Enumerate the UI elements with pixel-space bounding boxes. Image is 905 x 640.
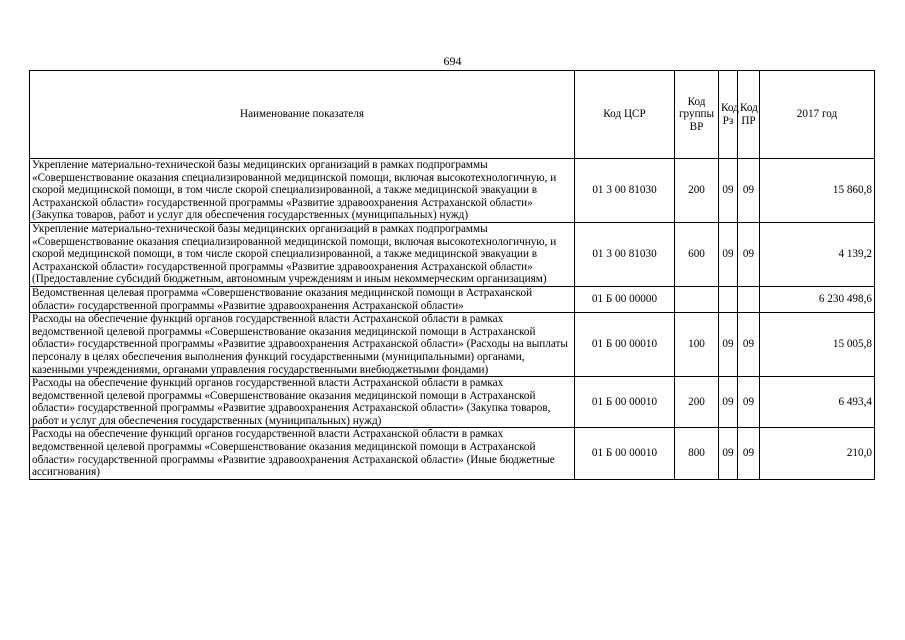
row-amount: 6 493,4 [760, 377, 875, 428]
header-vr: Код группы ВР [675, 71, 719, 159]
row-vr: 200 [675, 377, 719, 428]
row-csr: 01 3 00 81030 [575, 159, 675, 223]
row-rz: 09 [719, 377, 738, 428]
row-name: Ведомственная целевая программа «Совершенствование оказания медицинской помощи в Астраханской области» государственной программы «Развитие здравоохранения Астраханской области» [30, 286, 575, 312]
row-amount: 6 230 498,6 [760, 286, 875, 312]
table-header-row [30, 71, 875, 159]
row-vr: 100 [675, 313, 719, 377]
row-pr: 09 [738, 159, 760, 223]
row-rz [719, 286, 738, 312]
row-name: Расходы на обеспечение функций органов государственной власти Астраханской области в рамках ведомственной целевой программы «Совершенствование оказания медицинской помощи в Астраханской области» государственной программы «Развитие здравоохранения Астраханской области» (Закупка товаров, работ и услуг для обеспечения государственных (муниципальных) нужд) [30, 377, 575, 428]
header-csr: Код ЦСР [575, 71, 675, 159]
row-name: Расходы на обеспечение функций органов государственной власти Астраханской области в рамках ведомственной целевой программы «Совершенствование оказания медицинской помощи в Астраханской области» государственной программы «Развитие здравоохранения Астраханской области» (Расходы на выплаты персоналу в целях обеспечения выполнения функций государственными (муниципальными) органами, казенными учреждениями, органами управления государственными внебюджетными фондами) [30, 313, 575, 377]
row-amount: 15 860,8 [760, 159, 875, 223]
row-rz: 09 [719, 159, 738, 223]
row-name: Укрепление материально-технической базы медицинских организаций в рамках подпрограммы «Совершенствование оказания специализированной медицинской помощи, включая высокотехнологичную, и скорой медицинской помощи, в том числе скорой специализированной, а также медицинской эвакуации в Астраханской области» государственной программы «Развитие здравоохранения Астраханской области» (Предоставление субсидий бюджетным, автономным учреждениям и иным некоммерческим организациям) [30, 222, 575, 286]
row-pr: 09 [738, 313, 760, 377]
row-rz: 09 [719, 428, 738, 479]
row-pr: 09 [738, 428, 760, 479]
row-csr: 01 Б 00 00010 [575, 313, 675, 377]
row-rz: 09 [719, 222, 738, 286]
table-row [30, 313, 875, 377]
row-vr: 800 [675, 428, 719, 479]
row-vr: 200 [675, 159, 719, 223]
row-amount: 4 139,2 [760, 222, 875, 286]
header-year: 2017 год [760, 71, 875, 159]
row-csr: 01 3 00 81030 [575, 222, 675, 286]
page-number: 694 [443, 54, 462, 68]
budget-table [29, 70, 875, 480]
table-row [30, 222, 875, 286]
row-vr: 600 [675, 222, 719, 286]
header-pr: Код ПР [738, 71, 760, 159]
row-rz: 09 [719, 313, 738, 377]
row-pr [738, 286, 760, 312]
table-row [30, 159, 875, 223]
row-name: Расходы на обеспечение функций органов государственной власти Астраханской области в рамках ведомственной целевой программы «Совершенствование оказания медицинской помощи в Астраханской области» государственной программы «Развитие здравоохранения Астраханской области» (Иные бюджетные ассигнования) [30, 428, 575, 479]
row-csr: 01 Б 00 00010 [575, 377, 675, 428]
row-amount: 15 005,8 [760, 313, 875, 377]
table-row [30, 286, 875, 312]
row-csr: 01 Б 00 00010 [575, 428, 675, 479]
row-pr: 09 [738, 377, 760, 428]
table-row [30, 428, 875, 479]
row-amount: 210,0 [760, 428, 875, 479]
row-name: Укрепление материально-технической базы медицинских организаций в рамках подпрограммы «Совершенствование оказания специализированной медицинской помощи, включая высокотехнологичную, и скорой медицинской помощи, в том числе скорой специализированной, а также медицинской эвакуации в Астраханской области» государственной программы «Развитие здравоохранения Астраханской области» (Закупка товаров, работ и услуг для обеспечения государственных (муниципальных) нужд) [30, 159, 575, 223]
row-csr: 01 Б 00 00000 [575, 286, 675, 312]
table-row [30, 377, 875, 428]
row-pr: 09 [738, 222, 760, 286]
row-vr [675, 286, 719, 312]
header-rz: Код Рз [719, 71, 738, 159]
header-name: Наименование показателя [30, 71, 575, 159]
